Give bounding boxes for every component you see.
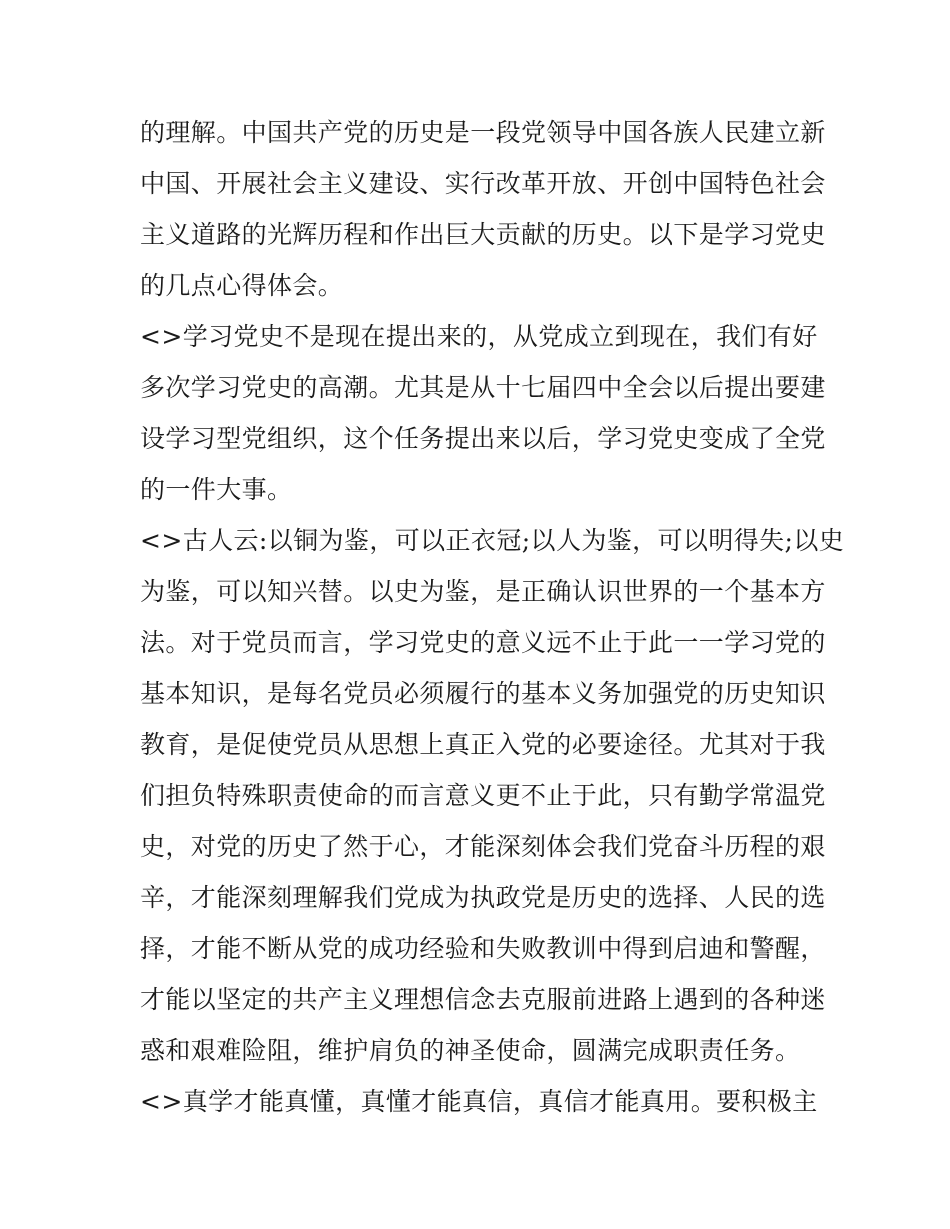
text-line: 的几点心得体会。 xyxy=(140,271,344,300)
text-line: 的一件大事。 xyxy=(140,475,293,504)
document-body xyxy=(140,107,845,1127)
text-line: 主义道路的光辉历程和作出巨大贡献的历史。以下是学习党史 xyxy=(140,220,826,249)
text-line: 为鉴，可以知兴替。以史为鉴，是正确认识世界的一个基本方 xyxy=(140,577,826,606)
text-line: <>古人云:以铜为鉴，可以正衣冠;以人为鉴，可以明得失;以史 xyxy=(140,526,845,555)
text-line: 法。对于党员而言，学习党史的意义远不止于此一一学习党的 xyxy=(140,628,826,657)
text-line: 设学习型党组织，这个任务提出来以后，学习党史变成了全党 xyxy=(140,424,826,453)
text-line: 辛，才能深刻理解我们党成为执政党是历史的选择、人民的选 xyxy=(140,883,826,912)
text-line: 才能以坚定的共产主义理想信念去克服前进路上遇到的各种迷 xyxy=(140,985,826,1014)
text-line: 教育，是促使党员从思想上真正入党的必要途径。尤其对于我 xyxy=(140,730,826,759)
text-line: <>学习党史不是现在提出来的，从党成立到现在，我们有好 xyxy=(140,322,818,351)
text-line: 择，才能不断从党的成功经验和失败教训中得到启迪和警醒， xyxy=(140,934,826,963)
text-line: 的理解。中国共产党的历史是一段党领导中国各族人民建立新 xyxy=(140,118,826,147)
text-line: 基本知识，是每名党员必须履行的基本义务加强党的历史知识 xyxy=(140,679,826,708)
text-line: 多次学习党史的高潮。尤其是从十七届四中全会以后提出要建 xyxy=(140,373,826,402)
text-line: 中国、开展社会主义建设、实行改革开放、开创中国特色社会 xyxy=(140,169,826,198)
text-line: 惑和艰难险阻，维护肩负的神圣使命，圆满完成职责任务。 xyxy=(140,1036,801,1065)
text-line: 们担负特殊职责使命的而言意义更不止于此，只有勤学常温党 xyxy=(140,781,826,810)
text-line: 史，对党的历史了然于心，才能深刻体会我们党奋斗历程的艰 xyxy=(140,832,826,861)
text-line: <>真学才能真懂，真懂才能真信，真信才能真用。要积极主 xyxy=(140,1087,818,1116)
